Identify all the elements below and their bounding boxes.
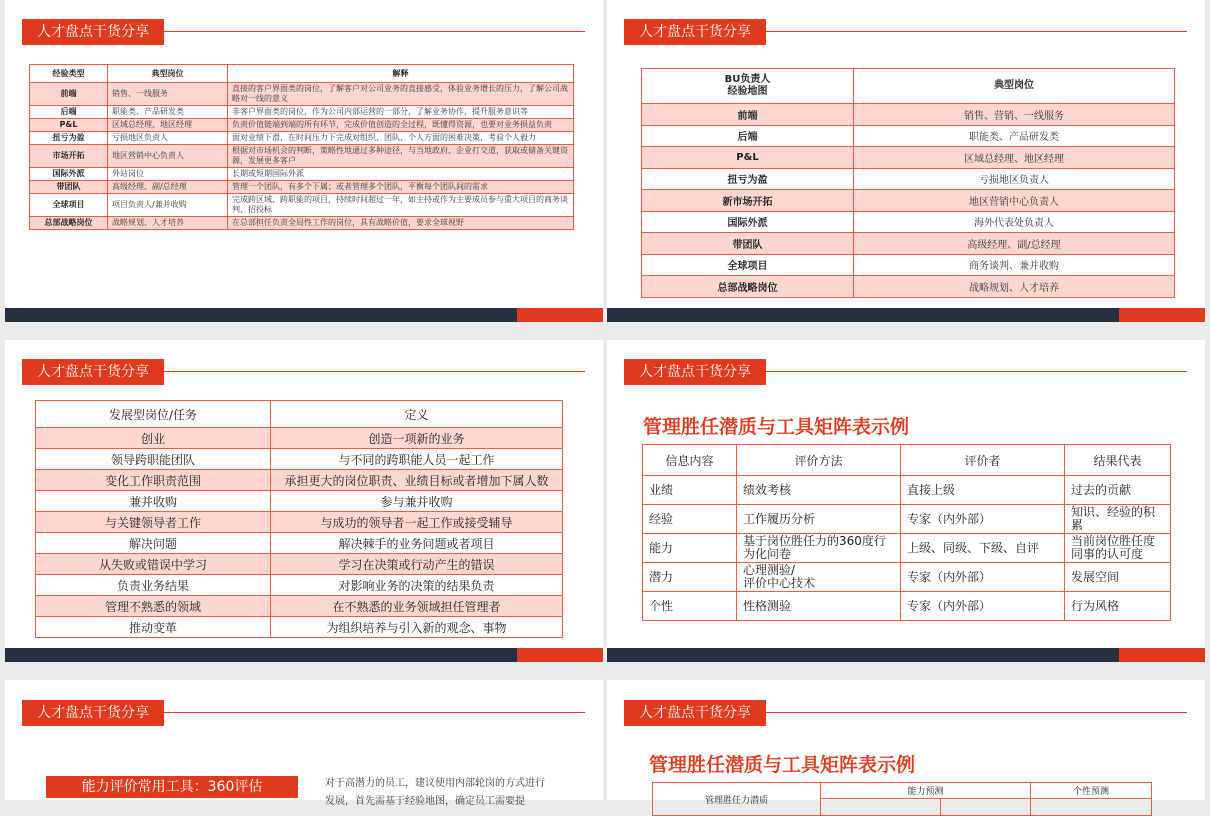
table-row: 管理不熟悉的领域 在不熟悉的业务领域担任管理者 xyxy=(36,596,563,617)
footer-accent xyxy=(517,308,603,322)
table-row: 后端 职能类、产品研发类 xyxy=(642,125,1175,147)
table-row: 个性 性格测验 专家（内外部） 行为风格 xyxy=(643,592,1171,621)
table-row: 变化工作职责范围 承担更大的岗位职责、业绩目标或者增加下属人数 xyxy=(36,470,563,491)
development-table xyxy=(35,400,563,638)
table-row: 从失败或错误中学习 学习在决策或行动产生的错误 xyxy=(36,554,563,575)
footer-accent xyxy=(1119,648,1205,662)
table-row: 经验 工作履历分析 专家（内外部） 知识、经验的积累 xyxy=(643,505,1171,534)
table-header: 能力预测 xyxy=(821,783,1031,799)
slide-development-tasks[interactable] xyxy=(5,340,603,662)
table-header: 评价方法 xyxy=(737,445,901,476)
table-row: 总部战略岗位 战略规划、人才培养 xyxy=(642,276,1175,298)
row-label: 管理胜任力潜质 xyxy=(653,783,821,816)
header-line xyxy=(766,31,1187,32)
header-line xyxy=(766,712,1187,713)
table-header: 典型岗位 xyxy=(854,69,1175,104)
table-row: 新市场开拓 地区营销中心负责人 xyxy=(642,190,1175,212)
table-header: BU负责人 经验地图 xyxy=(642,69,854,104)
table-row: 市场开拓 地区营销中心负责人 根据对市场机会的判断，策略性地通过多种途径，与当地政府、企业打交道，获取或储备关键资源，发展更多客户 xyxy=(30,145,574,168)
table-row: 前端 销售、营销、一线服务 xyxy=(642,104,1175,126)
slide-experience-types[interactable] xyxy=(5,0,603,322)
table-row: 潜力 心理测验/ 评价中心技术 专家（内外部） 发展空间 xyxy=(643,563,1171,592)
table-row: 扭亏为盈 亏损地区负责人 xyxy=(642,168,1175,190)
table-header: 发展型岗位/任务 xyxy=(36,401,271,428)
header-tag: 人才盘点干货分享 xyxy=(22,359,164,385)
table-header: 典型岗位 xyxy=(108,65,228,83)
competency-table xyxy=(642,444,1171,621)
table-header: 解释 xyxy=(228,65,574,83)
table-row: 扭亏为盈 亏损地区负责人 面对业绩下滑，在时间压力下完成对组织、团队、个人方面的困难决策，考验个人毅力 xyxy=(30,132,574,145)
tool-title-box: 能力评价常用工具：360评估 xyxy=(46,776,298,798)
prediction-table xyxy=(652,782,1152,816)
table-row: 推动变革 为组织培养与引入新的观念、事物 xyxy=(36,617,563,638)
slide-bu-experience-map[interactable] xyxy=(607,0,1205,322)
table-row: P&L 区域总经理、地区经理 负责价值链端到端的所有环节，完成价值创造的全过程，既懂得资源，也要对业务损益负责 xyxy=(30,119,574,132)
header-tag: 人才盘点干货分享 xyxy=(624,19,766,45)
table-row: 国际外派 海外代表处负责人 xyxy=(642,211,1175,233)
footer-bar xyxy=(607,308,1205,322)
header-tag: 人才盘点干货分享 xyxy=(624,359,766,385)
table-header: 信息内容 xyxy=(643,445,737,476)
table-row: 总部战略岗位 战略规划、人才培养 在总部担任负责全局性工作的岗位，具有战略价值，要求全球视野 xyxy=(30,217,574,230)
table-header: 经验类型 xyxy=(30,65,108,83)
slide-title: 管理胜任潜质与工具矩阵表示例 xyxy=(643,416,910,438)
table-row: 带团队 高级经理、副/总经理 xyxy=(642,233,1175,255)
footer-bar xyxy=(5,648,603,662)
table-row: 国际外派 外站岗位 长期或短期国际外派 xyxy=(30,168,574,181)
table-row: 负责业务结果 对影响业务的决策的结果负责 xyxy=(36,575,563,596)
footer-accent xyxy=(517,648,603,662)
experience-table xyxy=(29,64,574,230)
footer-bar xyxy=(607,648,1205,662)
table-header: 定义 xyxy=(271,401,563,428)
table-header: 个性预测 xyxy=(1031,783,1152,799)
footer-accent xyxy=(1119,308,1205,322)
table-row: 能力 基于岗位胜任力的360度行为化问卷 上级、同级、下级、自评 当前岗位胜任度同事的认可度 xyxy=(643,534,1171,563)
table-row: 业绩 绩效考核 直接上级 过去的贡献 xyxy=(643,476,1171,505)
table-row: 与关键领导者工作 与成功的领导者一起工作或接受辅导 xyxy=(36,512,563,533)
header-tag: 人才盘点干货分享 xyxy=(624,700,766,726)
footer-bar xyxy=(5,308,603,322)
description-text: 对于高潜力的员工，建议使用内部轮岗的方式进行发展，首先需基于经验地图，确定员工需要提 xyxy=(325,778,545,807)
header-tag: 人才盘点干货分享 xyxy=(22,700,164,726)
table-row: 全球项目 商务谈判、兼并收购 xyxy=(642,254,1175,276)
table-row: 领导跨职能团队 与不同的跨职能人员一起工作 xyxy=(36,449,563,470)
table-row: 全球项目 项目负责人/兼并收购 完成跨区域、跨职能的项目，持续时间超过一年，如主持或作为主要成员参与重大项目的商务谈判、招投标 xyxy=(30,194,574,217)
slide-title: 管理胜任潜质与工具矩阵表示例 xyxy=(649,754,916,776)
slide-competency-matrix[interactable] xyxy=(607,340,1205,662)
bu-map-table xyxy=(641,68,1175,298)
header-line xyxy=(164,31,585,32)
slide-competency-matrix-2[interactable] xyxy=(607,680,1205,806)
table-header: 评价者 xyxy=(901,445,1065,476)
table-row: 后端 职能类、产品研发类 非客户界面类的岗位，作为公司内部运营的一部分，了解业务协作，提升服务意识等 xyxy=(30,106,574,119)
table-row: 带团队 高级经理、副/总经理 管理一个团队，有多个下属；或者管理多个团队，平衡每个团队间的需求 xyxy=(30,181,574,194)
header-tag: 人才盘点干货分享 xyxy=(22,19,164,45)
table-row: 解决问题 解决棘手的业务问题或者项目 xyxy=(36,533,563,554)
table-row: 兼并收购 参与兼并收购 xyxy=(36,491,563,512)
table-row: P&L 区域总经理、地区经理 xyxy=(642,147,1175,169)
table-row: 创业 创造一项新的业务 xyxy=(36,428,563,449)
header-line xyxy=(766,371,1187,372)
header-line xyxy=(164,371,585,372)
table-row: 前端 销售、一线服务 直接的客户界面类的岗位，了解客户对公司业务的直接感受，体验业务增长的压力，了解公司战略对一线的意义 xyxy=(30,83,574,106)
slide-360-tool[interactable] xyxy=(5,680,603,807)
table-header: 结果代表 xyxy=(1065,445,1171,476)
header-line xyxy=(164,712,585,713)
